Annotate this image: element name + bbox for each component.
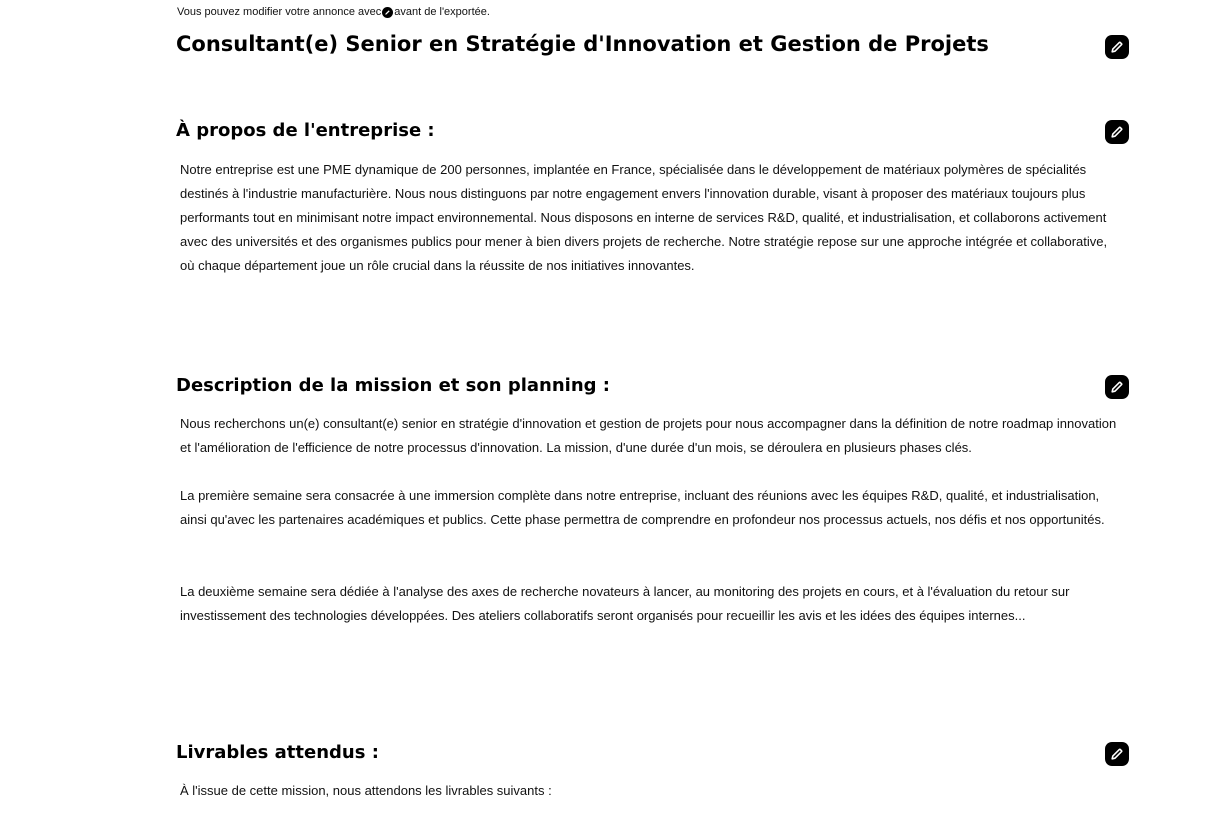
edit-deliverables-button[interactable] (1105, 742, 1129, 766)
page-title: Consultant(e) Senior en Stratégie d'Innovation et Gestion de Projets (176, 32, 989, 56)
edit-title-button[interactable] (1105, 35, 1129, 59)
mission-heading: Description de la mission et son planning : (176, 375, 611, 396)
mission-paragraph: La première semaine sera consacrée à une immersion complète dans notre entreprise, incluant des réunions avec les équipes R&D, qualité, et industrialisation, ainsi qu'avec les partenaires académiques et publics. Cette phase permettra de comprendre en profondeur nos processus actuels, nos défis et nos opportunités. (180, 488, 1105, 527)
pencil-icon (382, 7, 393, 18)
edit-about-button[interactable] (1105, 120, 1129, 144)
pencil-icon (1110, 380, 1124, 394)
edit-notice-text-after: avant de l'exportée. (394, 6, 490, 18)
about-heading: À propos de l'entreprise : (176, 120, 435, 141)
deliverables-heading: Livrables attendus : (176, 742, 379, 763)
pencil-icon (1110, 40, 1124, 54)
edit-notice-text-before: Vous pouvez modifier votre annonce avec (177, 6, 382, 18)
mission-paragraph: La deuxième semaine sera dédiée à l'analyse des axes de recherche novateurs à lancer, au monitoring des projets en cours, et à l'évaluation du retour sur investissement des technologies développées. Des ateliers collaboratifs seront organisés pour recueillir les avis et les idées des équipes internes... (180, 584, 1070, 623)
about-text: Notre entreprise est une PME dynamique de 200 personnes, implantée en France, spécialisée dans le développement de matériaux polymères de spécialités destinés à l'industrie manufacturière. Nous nous distinguons par notre engagement envers l'innovation durable, visant à proposer des matériaux toujours plus performants tout en minimisant notre impact environnemental. Nous disposons en interne de services R&D, qualité, et industrialisation, et collaborons activement avec des universités et des organismes publics pour mener à bien divers projets de recherche. Notre stratégie repose sur une approche intégrée et collaborative, où chaque département joue un rôle crucial dans la réussite de nos initiatives innovantes. (180, 162, 1108, 273)
deliverables-text: À l'issue de cette mission, nous attendons les livrables suivants : (180, 783, 552, 798)
pencil-icon (1110, 747, 1124, 761)
mission-paragraph: Nous recherchons un(e) consultant(e) senior en stratégie d'innovation et gestion de projets pour nous accompagner dans la définition de notre roadmap innovation et l'amélioration de l'efficience de notre processus d'innovation. La mission, d'une durée d'un mois, se déroulera en plusieurs phases clés. (180, 416, 1117, 455)
pencil-icon (1110, 125, 1124, 139)
edit-mission-button[interactable] (1105, 375, 1129, 399)
edit-notice (177, 5, 490, 19)
